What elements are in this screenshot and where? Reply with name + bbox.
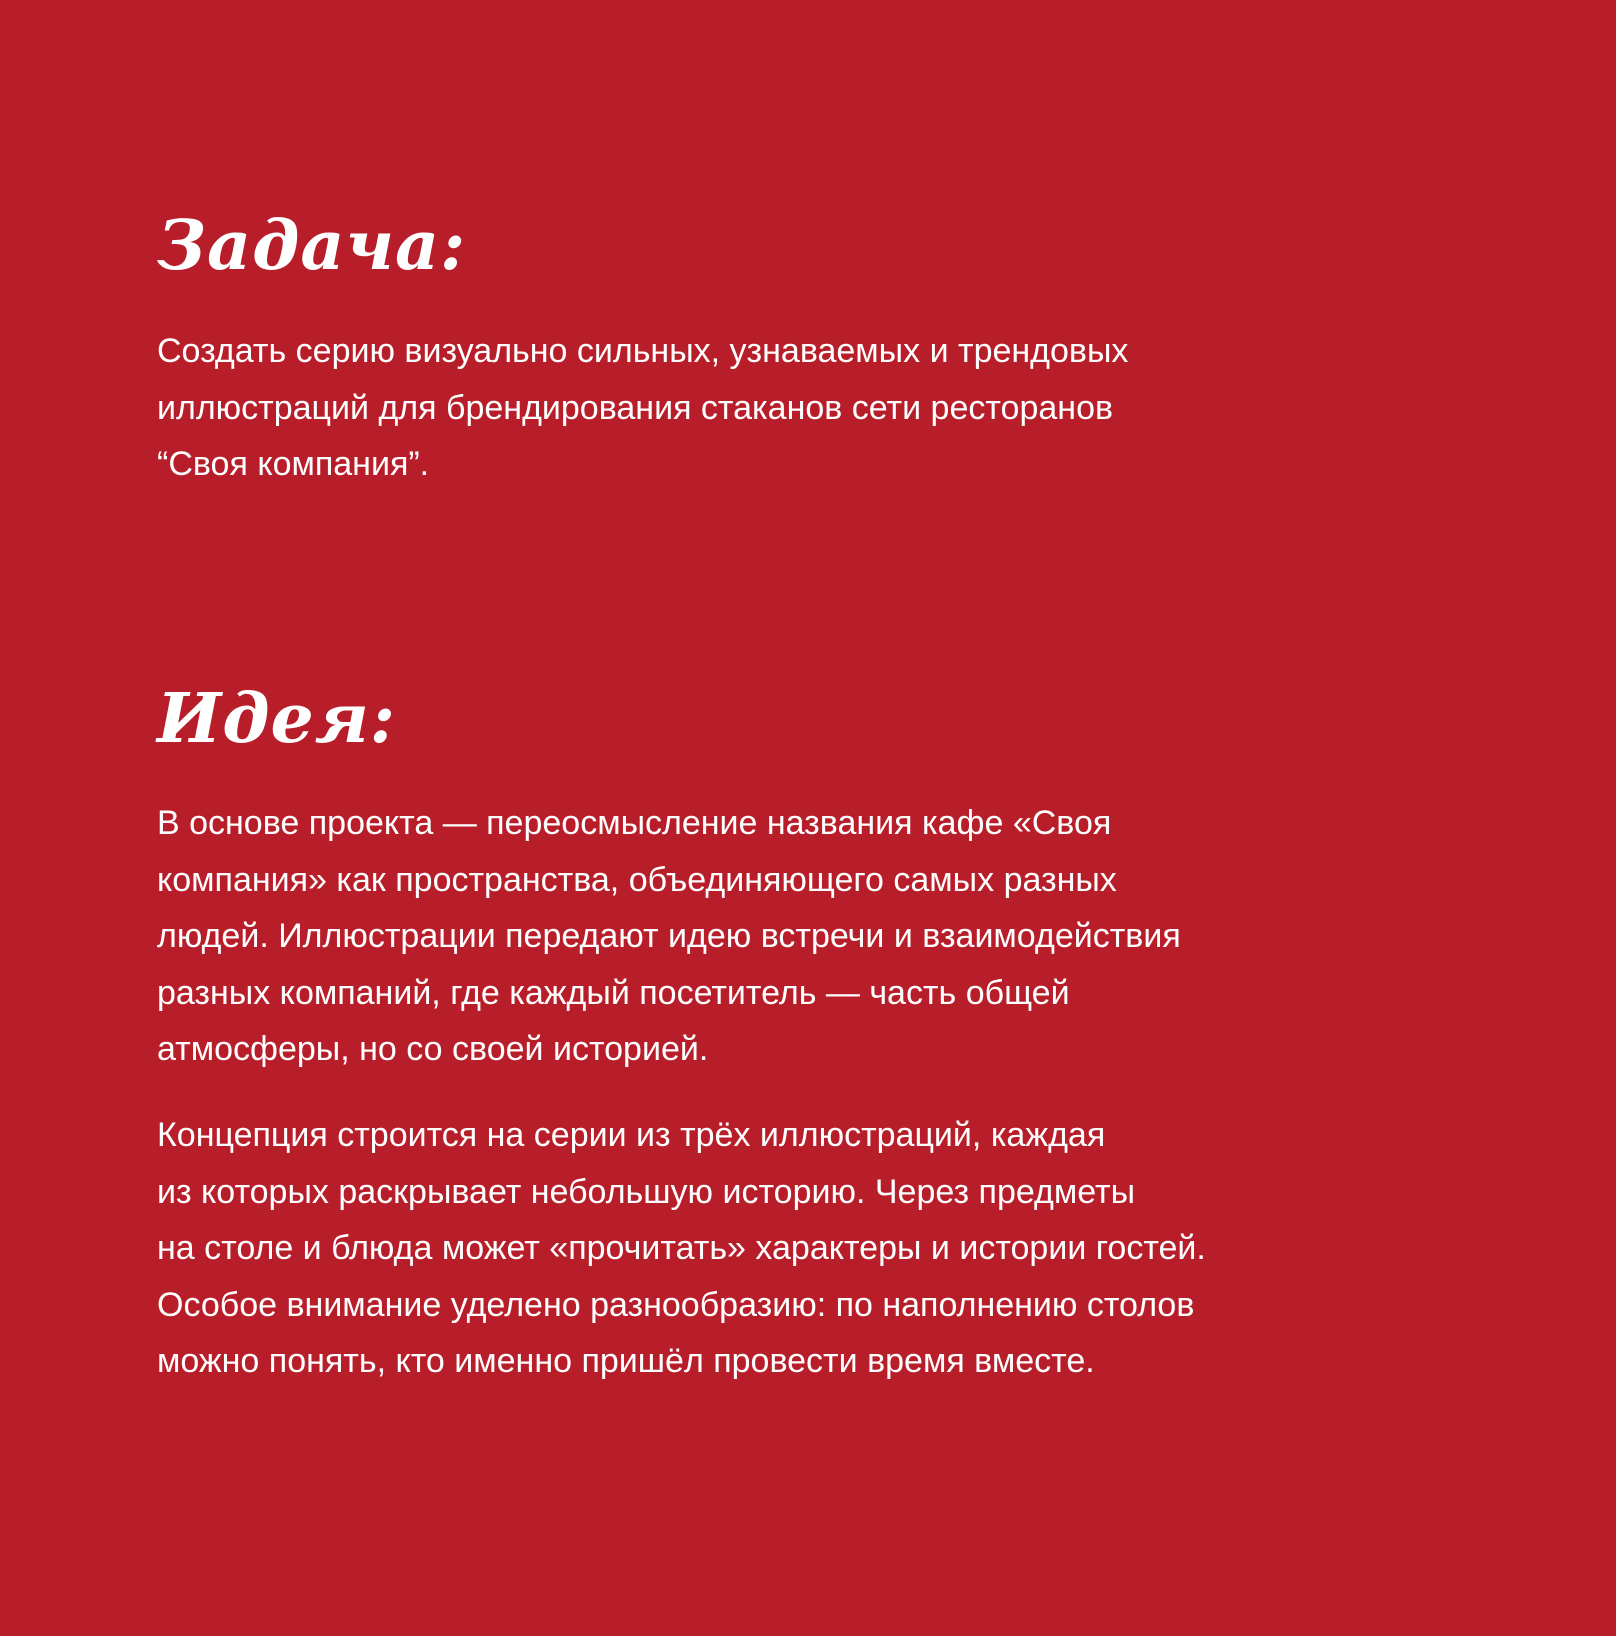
text-line: атмосферы, но со своей историей. <box>157 1030 709 1068</box>
text-line: людей. Иллюстрации передают идею встречи и взаимодействия <box>157 917 1181 955</box>
idea-heading: Идея: <box>157 679 397 759</box>
text-line: на столе и блюда может «прочитать» характеры и истории гостей. <box>157 1229 1206 1267</box>
text-line: можно понять, кто именно пришёл провести время вместе. <box>157 1342 1095 1380</box>
text-line: В основе проекта — переосмысление названия кафе «Своя <box>157 804 1112 842</box>
text-line: иллюстраций для брендирования стаканов сети ресторанов <box>157 388 1114 427</box>
text-line: “Своя компания”. <box>157 445 430 483</box>
text-line: Создать серию визуально сильных, узнаваемых и трендовых <box>157 332 1129 370</box>
text-line: из которых раскрывает небольшую историю. Через предметы <box>157 1172 1136 1211</box>
task-heading: Задача: <box>157 206 467 286</box>
idea-paragraph-1 <box>157 795 1181 1078</box>
text-line: компания» как пространства, объединяющего самых разных <box>157 860 1117 899</box>
idea-paragraph-2 <box>157 1107 1206 1390</box>
text-line: Особое внимание уделено разнообразию: по наполнению столов <box>157 1285 1195 1324</box>
text-line: Концепция строится на серии из трёх иллюстраций, каждая <box>157 1116 1106 1154</box>
task-text <box>157 323 1128 493</box>
text-line: разных компаний, где каждый посетитель — часть общей <box>157 973 1070 1012</box>
